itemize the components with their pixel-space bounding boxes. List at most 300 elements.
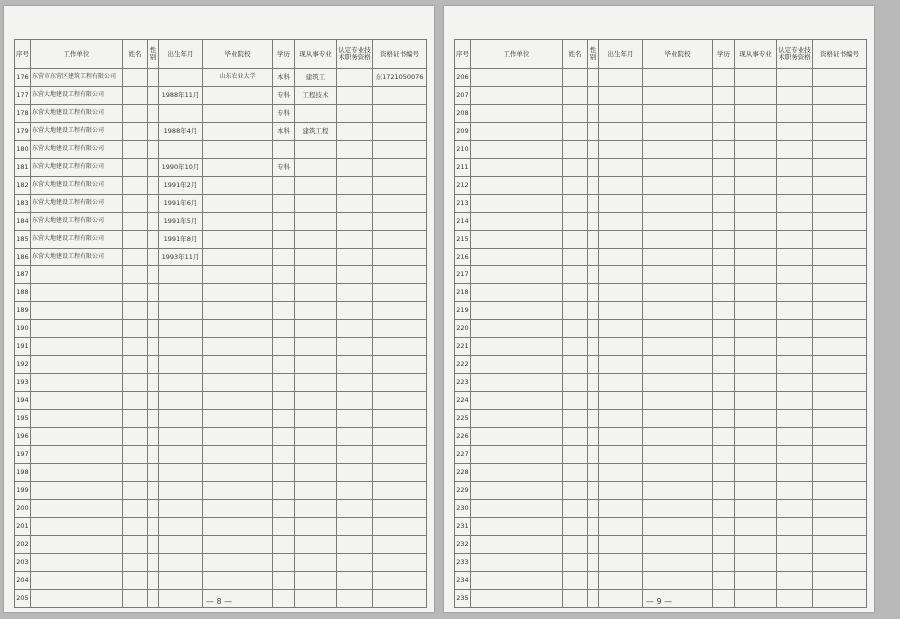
gender-cell bbox=[148, 140, 159, 158]
table-row bbox=[455, 104, 867, 122]
school-cell bbox=[203, 446, 273, 464]
table-row bbox=[455, 392, 867, 410]
birth-cell: 1991年6月 bbox=[159, 194, 203, 212]
table-row bbox=[455, 194, 867, 212]
work-unit-cell bbox=[471, 69, 563, 87]
column-header: 工作单位 bbox=[31, 40, 123, 69]
birth-cell bbox=[159, 499, 203, 517]
seq-cell: 223 bbox=[455, 374, 471, 392]
gender-cell bbox=[588, 284, 599, 302]
specialty-cell bbox=[735, 194, 777, 212]
gender-cell bbox=[148, 481, 159, 499]
work-unit-cell: 东营大地建设工程有限公司 bbox=[31, 122, 123, 140]
qualification-cell bbox=[337, 266, 373, 284]
seq-cell: 190 bbox=[15, 320, 31, 338]
seq-cell: 210 bbox=[455, 140, 471, 158]
certificate-cell bbox=[373, 158, 427, 176]
school-cell bbox=[643, 374, 713, 392]
work-unit-cell bbox=[471, 176, 563, 194]
column-header: 出生年月 bbox=[159, 40, 203, 69]
table-row bbox=[15, 266, 427, 284]
name-cell bbox=[563, 69, 588, 87]
qualification-cell bbox=[777, 194, 813, 212]
certificate-cell bbox=[373, 553, 427, 571]
certificate-cell bbox=[813, 140, 867, 158]
work-unit-cell bbox=[471, 517, 563, 535]
seq-cell: 214 bbox=[455, 212, 471, 230]
gender-cell bbox=[148, 86, 159, 104]
birth-cell bbox=[599, 302, 643, 320]
gender-cell bbox=[588, 374, 599, 392]
work-unit-cell bbox=[471, 499, 563, 517]
seq-cell: 202 bbox=[15, 535, 31, 553]
birth-cell bbox=[159, 374, 203, 392]
work-unit-cell bbox=[471, 266, 563, 284]
seq-cell: 177 bbox=[15, 86, 31, 104]
birth-cell: 1991年2月 bbox=[159, 176, 203, 194]
education-cell bbox=[713, 356, 735, 374]
qualification-cell bbox=[337, 104, 373, 122]
table-row bbox=[455, 356, 867, 374]
birth-cell bbox=[599, 320, 643, 338]
certificate-cell bbox=[813, 553, 867, 571]
name-cell bbox=[563, 176, 588, 194]
qualification-cell bbox=[777, 266, 813, 284]
table-row bbox=[15, 140, 427, 158]
seq-cell: 224 bbox=[455, 392, 471, 410]
specialty-cell bbox=[295, 535, 337, 553]
specialty-cell bbox=[295, 302, 337, 320]
seq-cell: 209 bbox=[455, 122, 471, 140]
specialty-cell: 工程技术 bbox=[295, 86, 337, 104]
work-unit-cell bbox=[31, 284, 123, 302]
gender-cell bbox=[148, 553, 159, 571]
school-cell bbox=[643, 428, 713, 446]
specialty-cell bbox=[735, 499, 777, 517]
seq-cell: 201 bbox=[15, 517, 31, 535]
specialty-cell bbox=[735, 446, 777, 464]
certificate-cell bbox=[813, 230, 867, 248]
gender-cell bbox=[588, 553, 599, 571]
work-unit-cell bbox=[31, 320, 123, 338]
name-cell bbox=[563, 284, 588, 302]
seq-cell: 221 bbox=[455, 338, 471, 356]
name-cell bbox=[563, 410, 588, 428]
education-cell bbox=[713, 392, 735, 410]
qualification-cell bbox=[777, 463, 813, 481]
table-row bbox=[15, 284, 427, 302]
certificate-cell bbox=[813, 158, 867, 176]
birth-cell bbox=[159, 266, 203, 284]
school-cell bbox=[203, 499, 273, 517]
work-unit-cell bbox=[471, 481, 563, 499]
seq-cell: 182 bbox=[15, 176, 31, 194]
table-row bbox=[15, 374, 427, 392]
table-row bbox=[15, 86, 427, 104]
birth-cell bbox=[159, 392, 203, 410]
school-cell: 山东农业大学 bbox=[203, 69, 273, 87]
birth-cell bbox=[599, 535, 643, 553]
birth-cell: 1993年11月 bbox=[159, 248, 203, 266]
table-row bbox=[455, 122, 867, 140]
name-cell bbox=[563, 392, 588, 410]
seq-cell: 204 bbox=[15, 571, 31, 589]
page-number: — 9 — bbox=[645, 597, 673, 606]
specialty-cell bbox=[295, 320, 337, 338]
school-cell bbox=[203, 517, 273, 535]
name-cell bbox=[123, 176, 148, 194]
school-cell bbox=[203, 266, 273, 284]
name-cell bbox=[123, 481, 148, 499]
work-unit-cell bbox=[31, 535, 123, 553]
certificate-cell bbox=[813, 69, 867, 87]
specialty-cell bbox=[295, 392, 337, 410]
birth-cell bbox=[599, 248, 643, 266]
specialty-cell bbox=[735, 463, 777, 481]
gender-cell bbox=[588, 266, 599, 284]
name-cell bbox=[563, 320, 588, 338]
specialty-cell bbox=[295, 284, 337, 302]
work-unit-cell: 东营大地建设工程有限公司 bbox=[31, 158, 123, 176]
specialty-cell bbox=[295, 230, 337, 248]
certificate-cell: 东1721050076 bbox=[373, 69, 427, 87]
table-row bbox=[15, 338, 427, 356]
table-row bbox=[455, 374, 867, 392]
work-unit-cell bbox=[31, 463, 123, 481]
birth-cell: 1991年5月 bbox=[159, 212, 203, 230]
certificate-cell bbox=[813, 194, 867, 212]
education-cell bbox=[273, 266, 295, 284]
school-cell bbox=[643, 158, 713, 176]
seq-cell: 196 bbox=[15, 428, 31, 446]
certificate-cell bbox=[813, 499, 867, 517]
qualification-cell bbox=[777, 86, 813, 104]
table-row bbox=[15, 463, 427, 481]
school-cell bbox=[203, 320, 273, 338]
education-cell bbox=[273, 230, 295, 248]
specialty-cell bbox=[295, 212, 337, 230]
name-cell bbox=[563, 122, 588, 140]
table-row bbox=[15, 571, 427, 589]
certificate-cell bbox=[373, 392, 427, 410]
table-row bbox=[15, 410, 427, 428]
specialty-cell bbox=[295, 140, 337, 158]
name-cell bbox=[123, 140, 148, 158]
work-unit-cell: 东营大地建设工程有限公司 bbox=[31, 212, 123, 230]
qualification-cell bbox=[337, 320, 373, 338]
work-unit-cell: 东营大地建设工程有限公司 bbox=[31, 248, 123, 266]
specialty-cell bbox=[735, 122, 777, 140]
qualification-cell bbox=[337, 338, 373, 356]
qualification-cell bbox=[777, 248, 813, 266]
birth-cell: 1988年4月 bbox=[159, 122, 203, 140]
qualification-cell bbox=[777, 140, 813, 158]
birth-cell bbox=[599, 374, 643, 392]
specialty-cell bbox=[735, 535, 777, 553]
certificate-cell bbox=[373, 481, 427, 499]
qualification-cell bbox=[777, 104, 813, 122]
name-cell bbox=[123, 248, 148, 266]
work-unit-cell bbox=[31, 392, 123, 410]
gender-cell bbox=[148, 463, 159, 481]
gender-cell bbox=[148, 338, 159, 356]
name-cell bbox=[123, 302, 148, 320]
birth-cell: 1988年11月 bbox=[159, 86, 203, 104]
gender-cell bbox=[588, 446, 599, 464]
school-cell bbox=[203, 140, 273, 158]
name-cell bbox=[563, 158, 588, 176]
qualification-cell bbox=[777, 320, 813, 338]
education-cell bbox=[273, 212, 295, 230]
specialty-cell bbox=[735, 481, 777, 499]
school-cell bbox=[643, 463, 713, 481]
seq-cell: 207 bbox=[455, 86, 471, 104]
school-cell bbox=[203, 410, 273, 428]
name-cell bbox=[123, 499, 148, 517]
gender-cell bbox=[588, 571, 599, 589]
specialty-cell bbox=[295, 499, 337, 517]
qualification-cell bbox=[777, 481, 813, 499]
column-header: 序号 bbox=[15, 40, 31, 69]
certificate-cell bbox=[373, 410, 427, 428]
seq-cell: 191 bbox=[15, 338, 31, 356]
qualification-cell bbox=[777, 535, 813, 553]
gender-cell bbox=[588, 122, 599, 140]
gender-cell bbox=[148, 428, 159, 446]
specialty-cell bbox=[295, 374, 337, 392]
school-cell bbox=[203, 481, 273, 499]
specialty-cell bbox=[735, 212, 777, 230]
name-cell bbox=[563, 571, 588, 589]
seq-cell: 193 bbox=[15, 374, 31, 392]
column-header: 姓名 bbox=[123, 40, 148, 69]
education-cell bbox=[273, 338, 295, 356]
gender-cell bbox=[588, 517, 599, 535]
gender-cell bbox=[148, 571, 159, 589]
gender-cell bbox=[588, 248, 599, 266]
seq-cell: 235 bbox=[455, 589, 471, 607]
qualification-cell bbox=[777, 284, 813, 302]
seq-cell: 189 bbox=[15, 302, 31, 320]
table-row bbox=[15, 535, 427, 553]
certificate-cell bbox=[373, 104, 427, 122]
work-unit-cell bbox=[31, 302, 123, 320]
certificate-cell bbox=[813, 284, 867, 302]
table-row bbox=[15, 176, 427, 194]
qualification-cell bbox=[337, 140, 373, 158]
specialty-cell bbox=[295, 356, 337, 374]
gender-cell bbox=[148, 230, 159, 248]
education-cell bbox=[713, 481, 735, 499]
name-cell bbox=[563, 86, 588, 104]
specialty-cell bbox=[735, 320, 777, 338]
qualification-cell bbox=[337, 248, 373, 266]
name-cell bbox=[123, 266, 148, 284]
seq-cell: 185 bbox=[15, 230, 31, 248]
header-row bbox=[455, 40, 867, 69]
qualification-cell bbox=[337, 176, 373, 194]
name-cell bbox=[123, 356, 148, 374]
birth-cell bbox=[599, 338, 643, 356]
qualification-cell bbox=[777, 158, 813, 176]
education-cell bbox=[713, 428, 735, 446]
seq-cell: 229 bbox=[455, 481, 471, 499]
certificate-cell bbox=[373, 535, 427, 553]
education-cell bbox=[713, 463, 735, 481]
table-row bbox=[455, 463, 867, 481]
column-header: 毕业院校 bbox=[203, 40, 273, 69]
birth-cell bbox=[599, 392, 643, 410]
seq-cell: 199 bbox=[15, 481, 31, 499]
certificate-cell bbox=[813, 535, 867, 553]
work-unit-cell bbox=[471, 374, 563, 392]
certificate-cell bbox=[373, 176, 427, 194]
education-cell bbox=[713, 230, 735, 248]
name-cell bbox=[123, 535, 148, 553]
qualification-cell bbox=[777, 338, 813, 356]
education-cell bbox=[713, 410, 735, 428]
table-row bbox=[15, 69, 427, 87]
education-cell bbox=[713, 158, 735, 176]
qualification-cell bbox=[777, 176, 813, 194]
seq-cell: 232 bbox=[455, 535, 471, 553]
specialty-cell bbox=[735, 338, 777, 356]
certificate-cell bbox=[373, 374, 427, 392]
specialty-cell bbox=[735, 428, 777, 446]
education-cell bbox=[713, 122, 735, 140]
gender-cell bbox=[588, 392, 599, 410]
name-cell bbox=[563, 212, 588, 230]
school-cell bbox=[643, 86, 713, 104]
seq-cell: 222 bbox=[455, 356, 471, 374]
certificate-cell bbox=[813, 463, 867, 481]
education-cell bbox=[713, 553, 735, 571]
seq-cell: 205 bbox=[15, 589, 31, 607]
birth-cell bbox=[599, 446, 643, 464]
name-cell bbox=[563, 517, 588, 535]
seq-cell: 230 bbox=[455, 499, 471, 517]
work-unit-cell: 东营大地建设工程有限公司 bbox=[31, 104, 123, 122]
school-cell bbox=[203, 122, 273, 140]
seq-cell: 197 bbox=[15, 446, 31, 464]
education-cell bbox=[713, 86, 735, 104]
education-cell bbox=[273, 571, 295, 589]
gender-cell bbox=[148, 392, 159, 410]
gender-cell bbox=[148, 176, 159, 194]
school-cell bbox=[203, 571, 273, 589]
school-cell bbox=[643, 266, 713, 284]
seq-cell: 206 bbox=[455, 69, 471, 87]
seq-cell: 176 bbox=[15, 69, 31, 87]
certificate-cell bbox=[813, 266, 867, 284]
birth-cell bbox=[159, 69, 203, 87]
seq-cell: 227 bbox=[455, 446, 471, 464]
specialty-cell bbox=[735, 69, 777, 87]
specialty-cell bbox=[295, 176, 337, 194]
education-cell bbox=[273, 140, 295, 158]
school-cell bbox=[643, 194, 713, 212]
table-row bbox=[15, 428, 427, 446]
table-row bbox=[15, 446, 427, 464]
work-unit-cell bbox=[31, 356, 123, 374]
certificate-cell bbox=[813, 428, 867, 446]
specialty-cell: 建筑工程 bbox=[295, 122, 337, 140]
certificate-cell bbox=[813, 302, 867, 320]
education-cell bbox=[713, 446, 735, 464]
specialty-cell bbox=[295, 248, 337, 266]
gender-cell bbox=[588, 212, 599, 230]
qualification-cell bbox=[337, 428, 373, 446]
gender-cell bbox=[588, 410, 599, 428]
table-row bbox=[455, 571, 867, 589]
school-cell bbox=[203, 104, 273, 122]
gender-cell bbox=[588, 428, 599, 446]
seq-cell: 203 bbox=[15, 553, 31, 571]
column-header: 现从事专业 bbox=[295, 40, 337, 69]
school-cell bbox=[203, 86, 273, 104]
specialty-cell bbox=[295, 158, 337, 176]
qualification-cell bbox=[777, 356, 813, 374]
column-header: 序号 bbox=[455, 40, 471, 69]
birth-cell bbox=[599, 266, 643, 284]
specialty-cell bbox=[735, 140, 777, 158]
name-cell bbox=[563, 553, 588, 571]
school-cell bbox=[203, 284, 273, 302]
specialty-cell bbox=[735, 410, 777, 428]
school-cell bbox=[203, 302, 273, 320]
certificate-cell bbox=[813, 481, 867, 499]
name-cell bbox=[563, 374, 588, 392]
name-cell bbox=[123, 122, 148, 140]
education-cell bbox=[273, 392, 295, 410]
certificate-cell bbox=[373, 499, 427, 517]
name-cell bbox=[563, 194, 588, 212]
seq-cell: 178 bbox=[15, 104, 31, 122]
gender-cell bbox=[588, 302, 599, 320]
qualification-cell bbox=[337, 284, 373, 302]
seq-cell: 234 bbox=[455, 571, 471, 589]
education-cell bbox=[713, 284, 735, 302]
birth-cell bbox=[599, 410, 643, 428]
certificate-cell bbox=[813, 86, 867, 104]
school-cell bbox=[643, 230, 713, 248]
education-cell bbox=[713, 176, 735, 194]
name-cell bbox=[123, 69, 148, 87]
gender-cell bbox=[588, 356, 599, 374]
education-cell: 本科 bbox=[273, 69, 295, 87]
gender-cell bbox=[148, 410, 159, 428]
roster-table-left bbox=[14, 39, 427, 608]
table-row bbox=[455, 338, 867, 356]
work-unit-cell bbox=[471, 248, 563, 266]
qualification-cell bbox=[777, 122, 813, 140]
seq-cell: 188 bbox=[15, 284, 31, 302]
work-unit-cell bbox=[471, 194, 563, 212]
education-cell bbox=[273, 194, 295, 212]
qualification-cell bbox=[337, 499, 373, 517]
qualification-cell bbox=[777, 553, 813, 571]
education-cell: 专科 bbox=[273, 104, 295, 122]
name-cell bbox=[563, 338, 588, 356]
education-cell: 专科 bbox=[273, 86, 295, 104]
name-cell bbox=[123, 374, 148, 392]
table-row bbox=[455, 428, 867, 446]
qualification-cell bbox=[777, 212, 813, 230]
birth-cell bbox=[599, 86, 643, 104]
seq-cell: 220 bbox=[455, 320, 471, 338]
work-unit-cell bbox=[471, 212, 563, 230]
work-unit-cell bbox=[31, 266, 123, 284]
